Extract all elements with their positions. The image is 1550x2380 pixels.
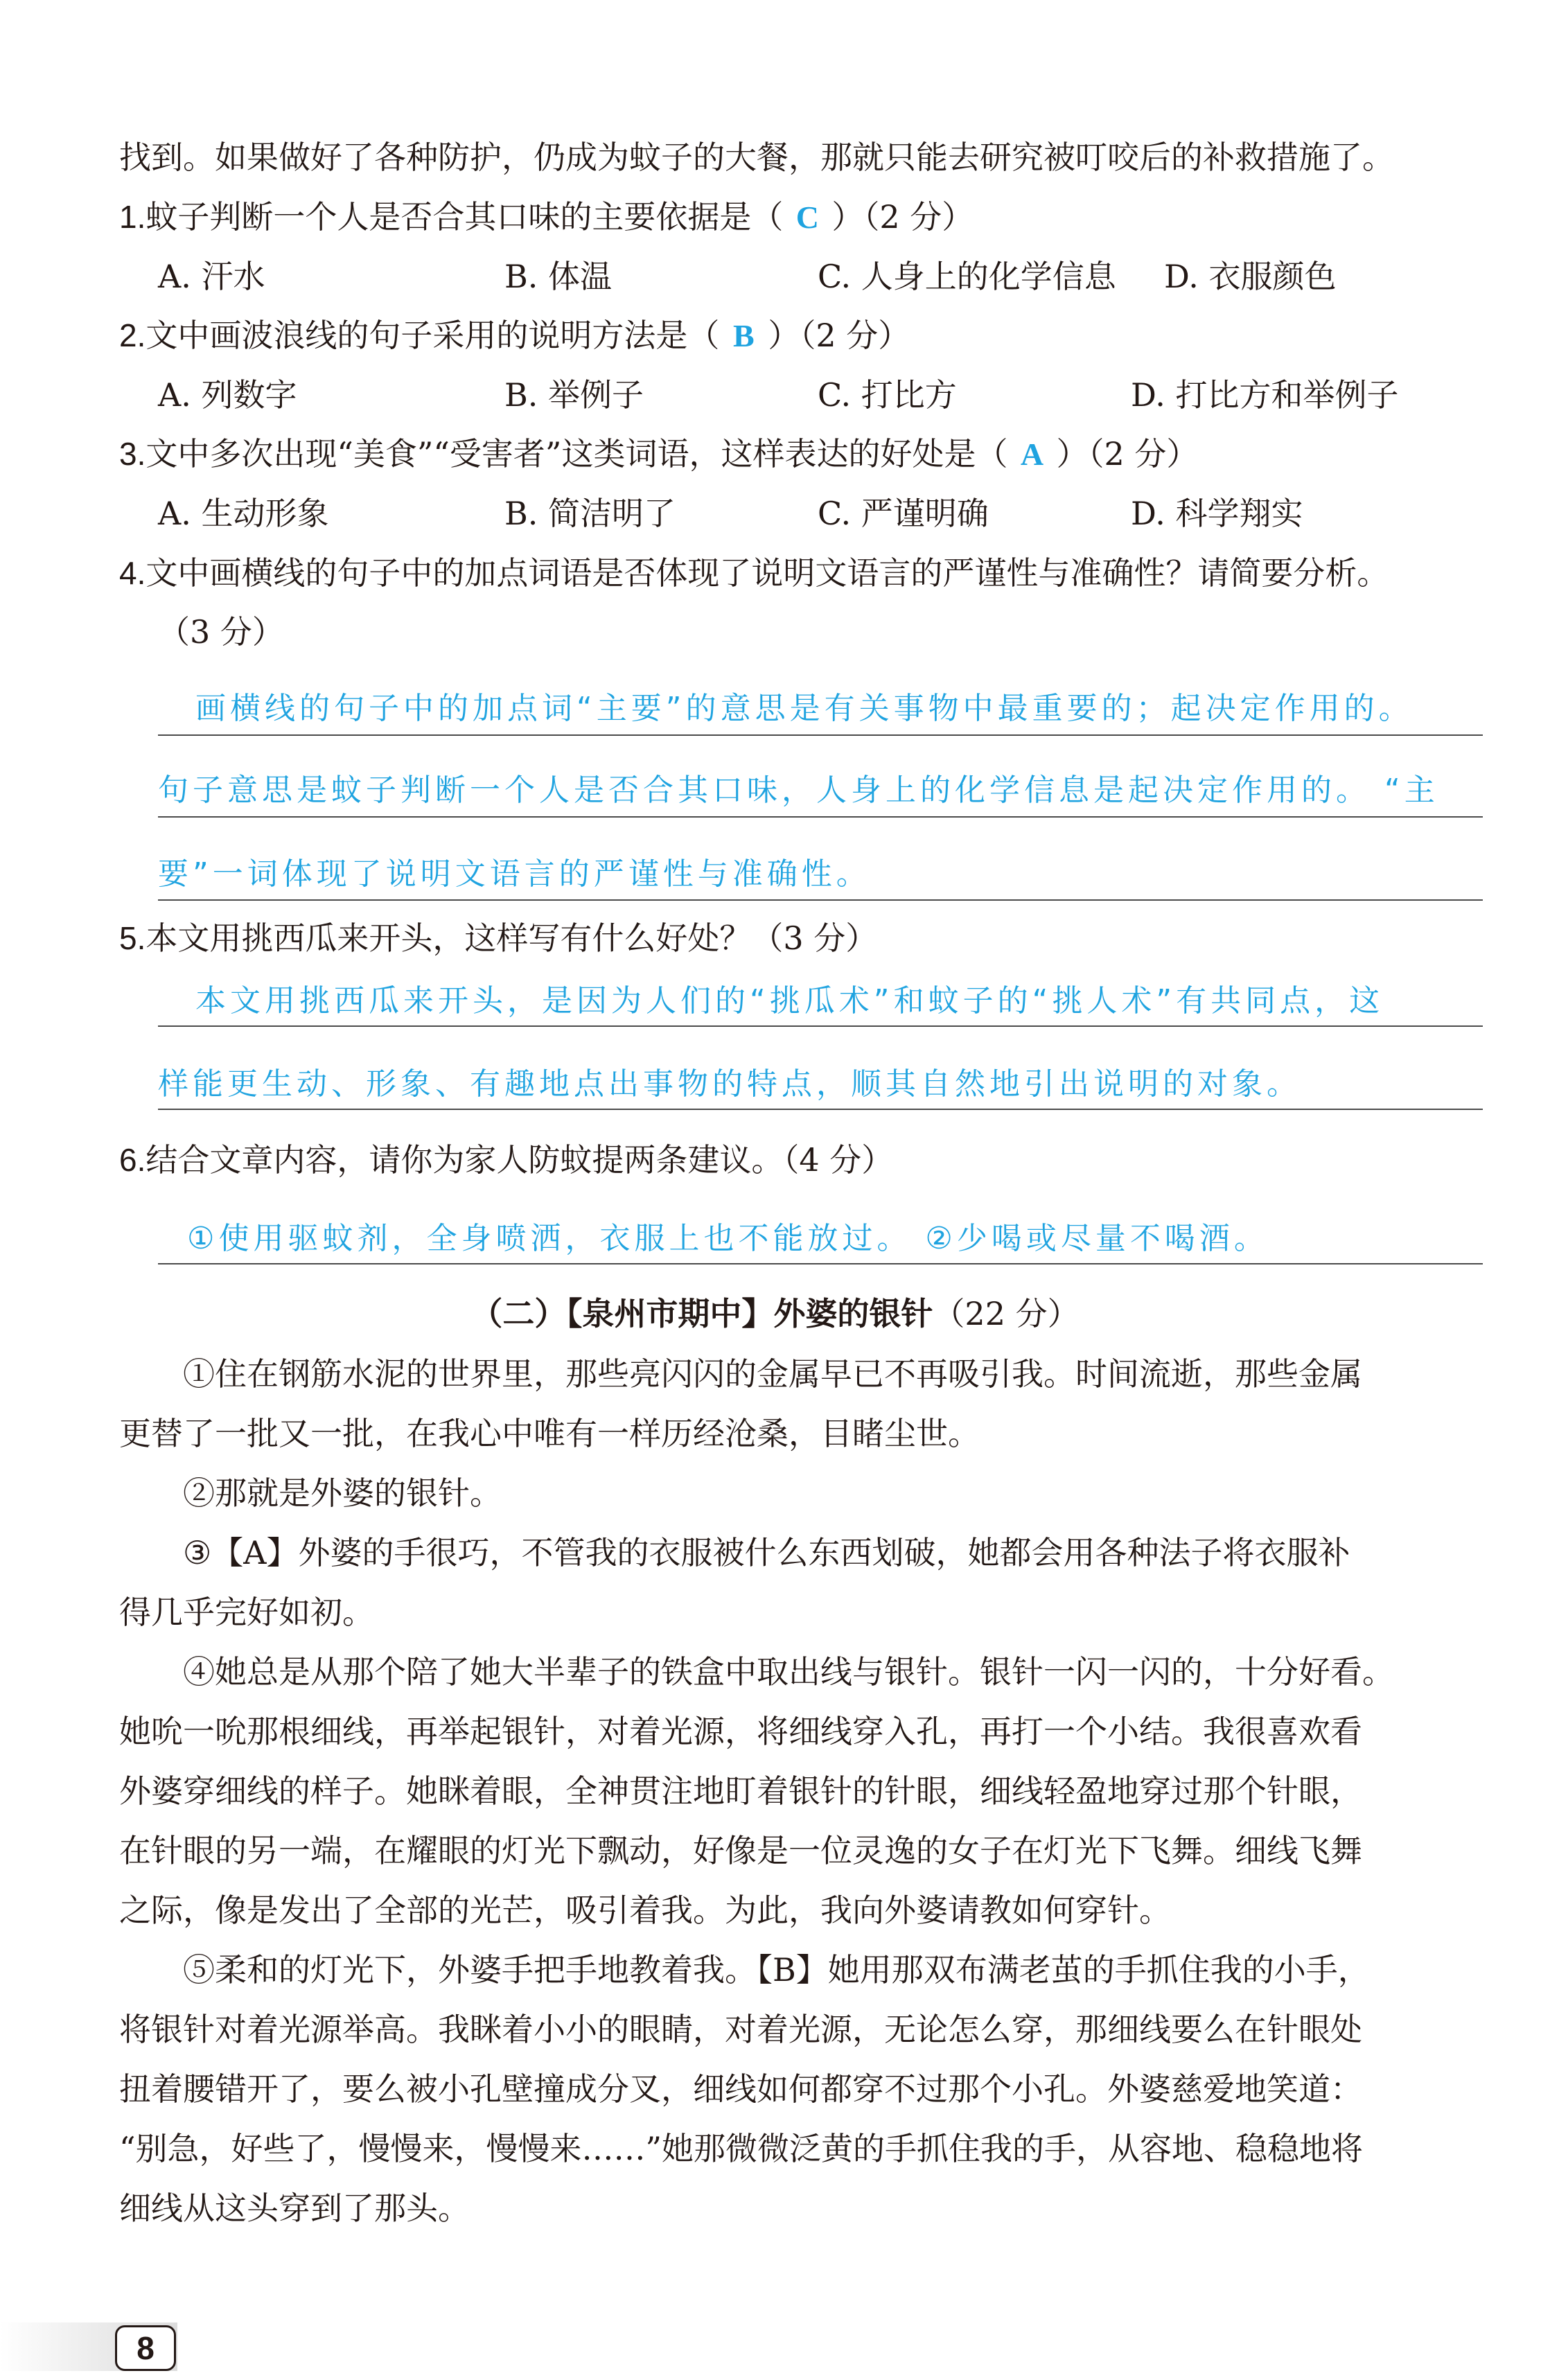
answer-choice: B	[733, 318, 755, 353]
option-a: A. 汗水	[158, 258, 265, 295]
option-d: D. 打比方和举例子	[1131, 376, 1399, 414]
question-stem: 文中画波浪线的句子采用的说明方法是（	[146, 317, 720, 354]
passage-line: 之际，像是发出了全部的光芒，吸引着我。为此，我向外婆请教如何穿针。	[119, 1892, 1171, 1929]
question-score: ）（2 分）	[768, 317, 910, 354]
answer-rule	[158, 734, 1483, 736]
answer-choice: C	[795, 200, 819, 235]
answer-line: 句子意思是蚊子判断一个人是否合其口味，人身上的化学信息是起决定作用的。 “主	[158, 773, 1439, 808]
answer-line: 本文用挑西瓜来开头，是因为人们的“挑瓜术”和蚊子的“挑人术”有共同点，这	[195, 983, 1384, 1019]
question-stem: 本文用挑西瓜来开头，这样写有什么好处？（3 分）	[146, 919, 878, 957]
question-2-options	[158, 374, 1488, 416]
option-d: D. 科学翔实	[1131, 495, 1303, 532]
answer-choice: A	[1020, 437, 1044, 472]
question-number: 2.	[119, 317, 146, 353]
passage-line: 外婆穿细线的样子。她眯着眼，全神贯注地盯着银针的针眼，细线轻盈地穿过那个针眼，	[119, 1772, 1362, 1810]
passage-line: ①住在钢筋水泥的世界里，那些亮闪闪的金属早已不再吸引我。时间流逝，那些金属	[183, 1355, 1362, 1393]
question-2	[119, 315, 1484, 357]
passage-line: “别急，好些了，慢慢来，慢慢来……”她那微微泛黄的手抓住我的手，从容地、稳稳地将	[119, 2130, 1364, 2167]
passage-line: 扭着腰错开了，要么被小孔壁撞成分叉，细线如何都穿不过那个小孔。外婆慈爱地笑道：	[119, 2070, 1362, 2108]
option-b: B. 简洁明了	[504, 495, 676, 532]
option-b: B. 体温	[504, 258, 613, 295]
option-b: B. 举例子	[504, 376, 644, 414]
question-score: ）（2 分）	[831, 198, 974, 236]
answer-line: 要”一词体现了说明文语言的严谨性与准确性。	[158, 856, 871, 892]
passage-line: ⑤柔和的灯光下，外婆手把手地教着我。【B】她用那双布满老茧的手抓住我的小手，	[183, 1951, 1370, 1989]
option-c: C. 严谨明确	[818, 495, 989, 532]
question-3	[119, 433, 1484, 475]
answer-rule	[158, 816, 1483, 818]
passage-line: 她吮一吮那根细线，再举起银针，对着光源，将细线穿入孔，再打一个小结。我很喜欢看	[119, 1713, 1362, 1750]
question-3-options	[158, 493, 1488, 534]
question-number: 4.	[119, 555, 146, 591]
option-d: D. 衣服颜色	[1164, 258, 1337, 295]
option-a: A. 生动形象	[158, 495, 329, 532]
answer-line: 画横线的句子中的加点词“主要”的意思是有关事物中最重要的；起决定作用的。	[195, 691, 1414, 726]
question-score: ）（2 分）	[1056, 435, 1199, 473]
question-stem: 结合文章内容，请你为家人防蚊提两条建议。（4 分）	[146, 1141, 894, 1179]
section-score: （22 分）	[933, 1295, 1080, 1332]
answer-rule	[158, 1263, 1483, 1264]
answer-rule	[158, 1109, 1483, 1110]
question-4	[119, 552, 1484, 594]
passage-line: 将银针对着光源举高。我眯着小小的眼睛，对着光源，无论怎么穿，那细线要么在针眼处	[119, 2011, 1362, 2048]
passage-line: ④她总是从那个陪了她大半辈子的铁盒中取出线与银针。银针一闪一闪的，十分好看。	[183, 1653, 1394, 1691]
question-1-options	[158, 256, 1488, 297]
page-number: 8	[115, 2325, 176, 2371]
passage-line: 细线从这头穿到了那头。	[119, 2189, 470, 2227]
passage-line: 更替了一批又一批，在我心中唯有一样历经沧桑，目睹尘世。	[119, 1415, 980, 1452]
answer-rule	[158, 1025, 1483, 1027]
section-title-text: （二）【泉州市期中】外婆的银针	[470, 1295, 933, 1332]
answer-rule	[158, 899, 1483, 901]
question-stem: 蚊子判断一个人是否合其口味的主要依据是（	[146, 198, 784, 236]
passage-line: 得几乎完好如初。	[119, 1594, 374, 1631]
answer-line: 样能更生动、形象、有趣地点出事物的特点，顺其自然地引出说明的对象。	[158, 1066, 1301, 1102]
question-number: 6.	[119, 1142, 146, 1178]
intro-line: 找到。如果做好了各种防护，仍成为蚊子的大餐，那就只能去研究被叮咬后的补救措施了。	[119, 139, 1394, 176]
question-number: 5.	[119, 920, 146, 956]
passage-line: ③【A】外婆的手很巧，不管我的衣服被什么东西划破，她都会用各种法子将衣服补	[183, 1534, 1350, 1571]
option-c: C. 打比方	[818, 376, 957, 414]
option-a: A. 列数字	[158, 376, 297, 414]
passage-line: ②那就是外婆的银针。	[183, 1474, 502, 1512]
answer-line: ①使用驱蚊剂，全身喷洒，衣服上也不能放过。 ②少喝或尽量不喝酒。	[187, 1221, 1269, 1256]
question-stem: 文中画横线的句子中的加点词语是否体现了说明文语言的严谨性与准确性？请简要分析。	[146, 554, 1389, 592]
section-title	[0, 1293, 1550, 1334]
question-number: 1.	[119, 199, 146, 235]
option-c: C. 人身上的化学信息	[818, 258, 1116, 295]
question-stem: 文中多次出现“美食”“受害者”这类词语，这样表达的好处是（	[146, 435, 1008, 473]
question-6	[119, 1139, 1484, 1181]
question-number: 3.	[119, 436, 146, 472]
question-5	[119, 917, 1484, 959]
question-4-score: （3 分）	[158, 613, 284, 651]
question-1	[119, 196, 1484, 238]
passage-line: 在针眼的另一端，在耀眼的灯光下飘动，好像是一位灵逸的女子在灯光下飞舞。细线飞舞	[119, 1832, 1362, 1869]
